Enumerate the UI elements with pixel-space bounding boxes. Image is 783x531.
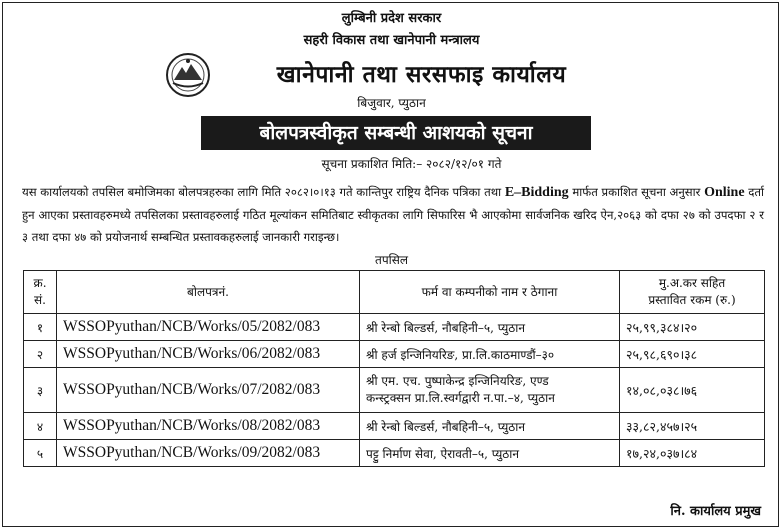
table-row [24,314,765,341]
row-amount: ३३,८२,४५७।२५ [620,413,765,440]
table-row [24,341,765,368]
table-row [24,440,765,467]
row-amount: १४,०८,०३८।७६ [620,368,765,413]
row-amount: २५,९९,३८४।२० [620,314,765,341]
row-firm: श्री एम. एच. पुष्पाकेन्द्र इन्जिनियरिङ, एण्ड कन्स्ट्रक्सन प्रा.लि.स्वर्गद्वारी न.पा.–४, प्युठान [360,368,620,413]
office-name: खानेपानी तथा सरसफाइ कार्यालय [276,61,567,88]
row-ref: WSSOPyuthan/NCB/Works/08/2082/083 [57,413,360,440]
row-sn: २ [24,341,57,368]
row-sn: ४ [24,413,57,440]
bid-table [23,270,765,467]
row-ref: WSSOPyuthan/NCB/Works/09/2082/083 [57,440,360,467]
notice-title-banner: बोलपत्रस्वीकृत सम्बन्धी आशयको सूचना [201,116,591,150]
body-text-3: दर्ता हुन आएका प्रस्तावहरुमध्ये तपसिलका प्रस्तावहरुलाई गठित मूल्यांकन समितिबाट स्वीकृतका लागि सिफारिस भै आएकोमा सार्वजनिक खरिद ऐन,२०६३ को दफा २७ को उपदफा २ र ३ तथा दफा ४७ को प्रयोजनार्थ सम्बन्धित प्रस्तावकहरुलाई जानकारी गराइन्छ। [22,185,765,244]
row-firm: श्री रेन्बो बिल्डर्स, नौबहिनी–५, प्युठान [360,413,620,440]
row-ref: WSSOPyuthan/NCB/Works/07/2082/083 [57,368,360,413]
row-firm: श्री रेन्बो बिल्डर्स, नौबहिनी–५, प्युठान [360,314,620,341]
office-address: बिजुवार, प्युठान [357,96,426,110]
table-row [24,368,765,413]
body-text-1: यस कार्यालयको तपसिल बमोजिमका बोलपत्रहरुका लागि मिति २०८२।०।१३ गते कान्तिपुर राष्ट्रिय दैनिक पत्रिका तथा [22,185,505,199]
notice-body [22,181,764,248]
body-text-2: मार्फत प्रकाशित सूचना अनुसार [568,185,705,199]
published-date: सूचना प्रकाशित मिति:– २०८२/१२/०१ गते [321,157,502,171]
row-sn: ३ [24,368,57,413]
amount-header: मु.अ.कर सहित प्रस्तावित रकम (रु.) [620,271,765,314]
government-name: लुम्बिनी प्रदेश सरकार [341,11,442,26]
table-row [24,413,765,440]
ministry-name: सहरी विकास तथा खानेपानी मन्त्रालय [303,33,480,48]
online-text: Online [704,185,745,200]
row-amount: १७,२४,०३७।८४ [620,440,765,467]
row-sn: ५ [24,440,57,467]
signature: नि. कार्यालय प्रमुख [670,504,761,519]
row-amount: २५,९८,६९०।३८ [620,341,765,368]
firm-header: फर्म वा कम्पनीको नाम र ठेगाना [360,271,620,314]
ebidding-text: E–Bidding [504,185,569,200]
ref-header: बोलपत्रनं. [57,271,360,314]
row-ref: WSSOPyuthan/NCB/Works/06/2082/083 [57,341,360,368]
row-sn: १ [24,314,57,341]
table-title: तपसिल [374,253,408,267]
row-ref: WSSOPyuthan/NCB/Works/05/2082/083 [57,314,360,341]
row-firm: पट्टु निर्माण सेवा, ऐरावती–५, प्युठान [360,440,620,467]
sn-header: क्र. सं. [24,271,57,314]
table-header-row [24,271,765,314]
row-firm: श्री हर्ज इन्जिनियरिङ, प्रा.लि.काठमाण्डौं–३० [360,341,620,368]
